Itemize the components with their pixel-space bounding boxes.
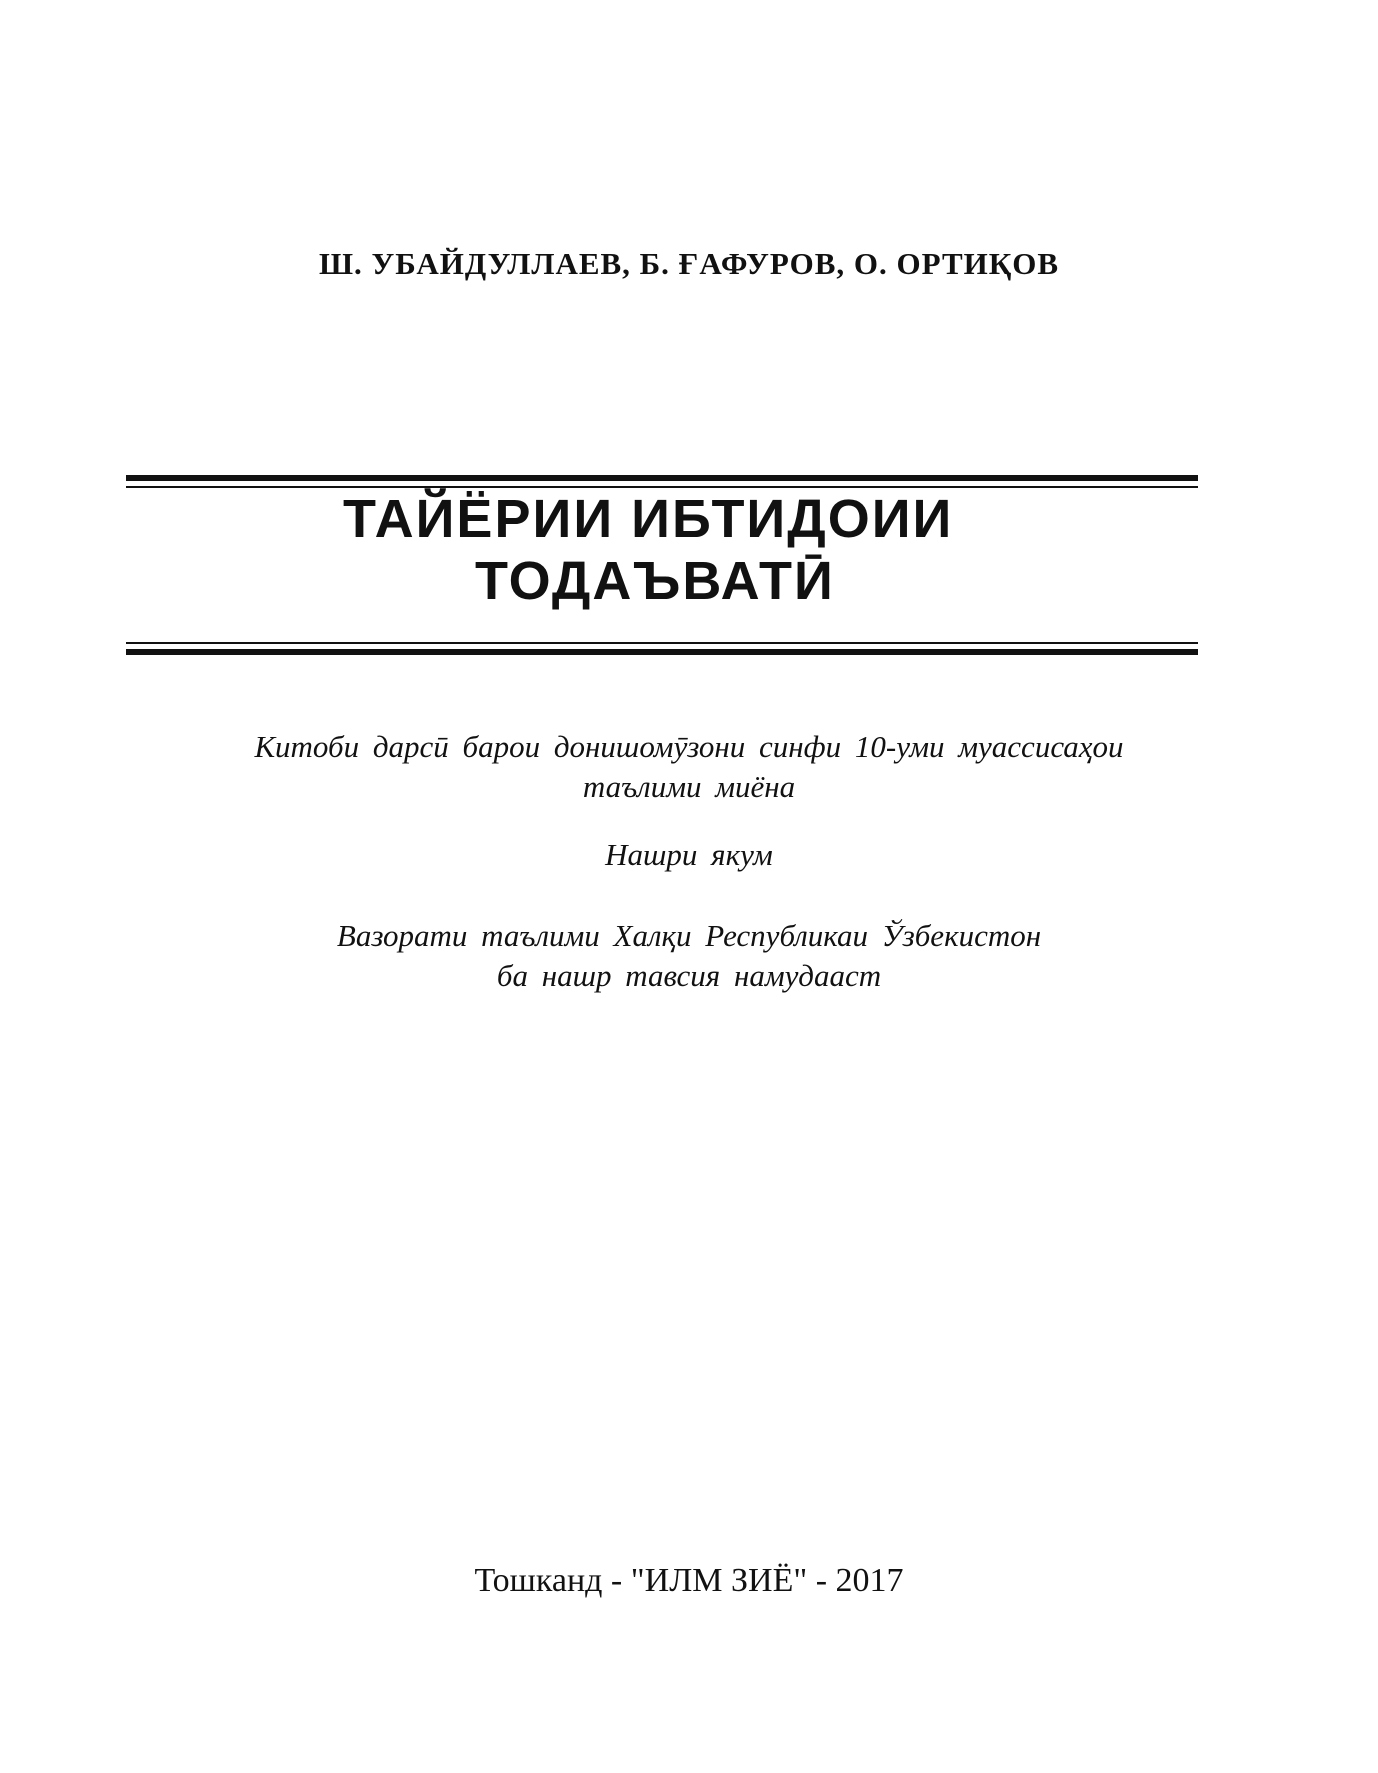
authors: Ш. УБАЙДУЛЛАЕВ, Б. ҒАФУРОВ, О. ОРТИҚОВ bbox=[319, 246, 1059, 281]
book-description-line-2: таълими миёна bbox=[582, 769, 796, 804]
book-title-line-1: ТАЙЁРИИ ИБТИДОИИ bbox=[343, 489, 954, 549]
ministry-recommendation-line-2: ба нашр тавсия намудааст bbox=[496, 958, 882, 993]
ministry-recommendation-line-1: Вазорати таълими Халқи Республикаи Ўзбекистон bbox=[336, 918, 1042, 953]
book-description-line-1: Китоби дарсӣ барои донишомӯзони синфи 10-уми муассисаҳои bbox=[254, 729, 1124, 764]
book-description bbox=[0, 727, 1378, 807]
book-title-line-2: ТОДАЪВАТӢ bbox=[475, 551, 835, 611]
ministry-recommendation bbox=[0, 916, 1378, 996]
publisher-imprint: Тошканд - "ИЛМ ЗИЁ" - 2017 bbox=[474, 1562, 904, 1599]
edition-note: Нашри якум bbox=[605, 837, 773, 872]
title-top-rule bbox=[126, 475, 1198, 488]
title-bottom-rule bbox=[126, 642, 1198, 655]
